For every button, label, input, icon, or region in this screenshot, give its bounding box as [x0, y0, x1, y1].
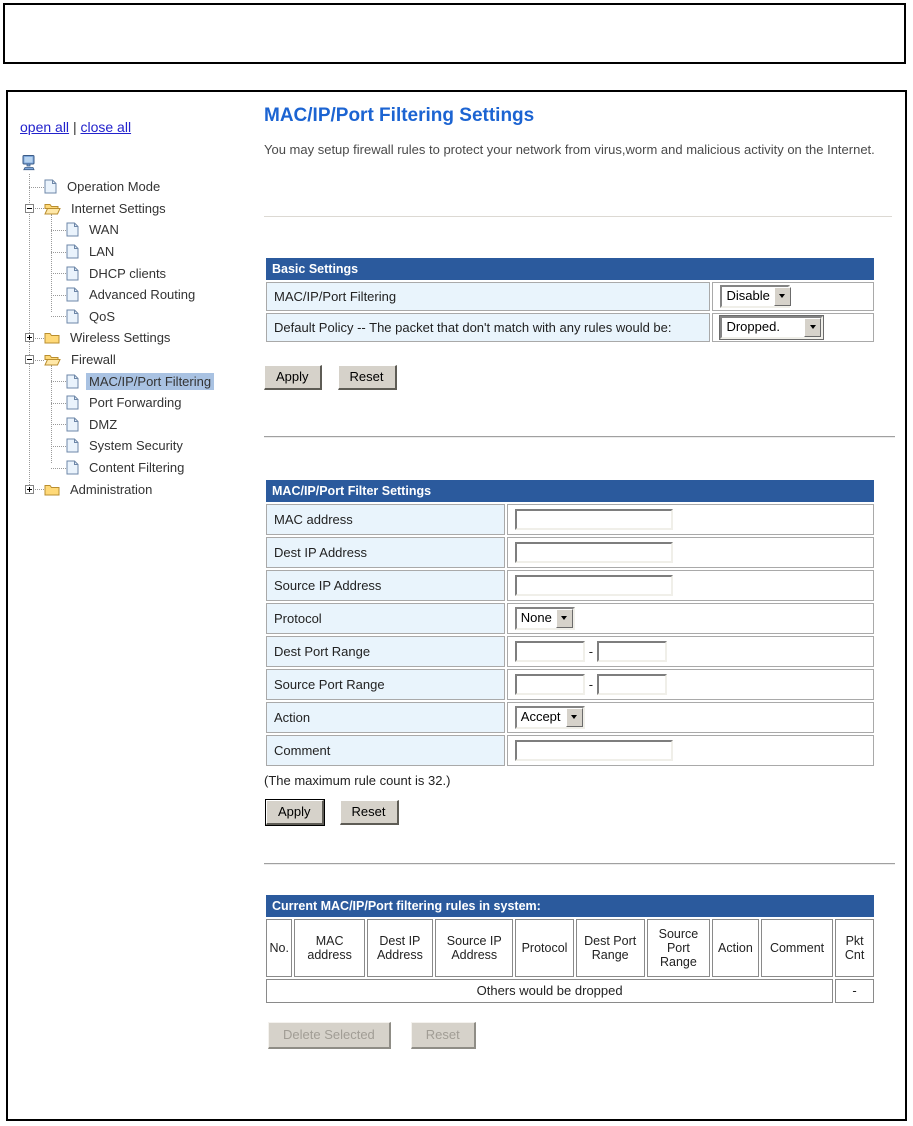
- page-icon: [66, 395, 79, 410]
- page-icon: [66, 438, 79, 453]
- reset-button[interactable]: Reset: [340, 800, 399, 825]
- mac-ip-port-filtering-label: MAC/IP/Port Filtering: [266, 282, 710, 311]
- sidebar-item-advanced-routing[interactable]: [16, 284, 262, 306]
- sidebar-item-label: Firewall: [71, 352, 116, 368]
- sidebar-item-port-forwarding[interactable]: [16, 392, 262, 414]
- filter-settings-table: [264, 478, 876, 768]
- tree-connector: [29, 187, 44, 188]
- sidebar: [14, 92, 262, 500]
- sidebar-item-label: QoS: [89, 308, 116, 324]
- column-header-mac-address: MAC address: [294, 919, 364, 977]
- table-row: [266, 603, 874, 634]
- dest-ip-input[interactable]: [515, 542, 673, 563]
- sidebar-item-firewall[interactable]: [16, 349, 262, 371]
- dest-port-range-label: Dest Port Range: [266, 636, 505, 667]
- sidebar-item-dhcp-clients[interactable]: [16, 262, 262, 284]
- column-header-dest-ip: Dest IP Address: [367, 919, 433, 977]
- chevron-down-icon[interactable]: [804, 318, 821, 337]
- tree-connector: [51, 424, 66, 425]
- page-icon: [66, 417, 79, 432]
- source-port-range-label: Source Port Range: [266, 669, 505, 700]
- collapse-minus-icon[interactable]: [25, 204, 34, 213]
- sidebar-item-dmz[interactable]: [16, 414, 262, 436]
- table-row: [266, 735, 874, 766]
- sidebar-item-system-security[interactable]: [16, 435, 262, 457]
- selected-value: Accept: [520, 708, 561, 724]
- action-select[interactable]: [515, 706, 585, 729]
- dest-port-from-input[interactable]: [515, 641, 585, 662]
- column-header-no: No.: [266, 919, 292, 977]
- column-header-protocol: Protocol: [515, 919, 573, 977]
- selected-value: Disable: [726, 287, 770, 303]
- mac-address-input[interactable]: [515, 509, 673, 530]
- source-ip-label: Source IP Address: [266, 570, 505, 601]
- protocol-select[interactable]: [515, 607, 575, 630]
- selected-value: None: [520, 609, 552, 625]
- sidebar-item-content-filtering[interactable]: [16, 457, 262, 479]
- main-frame: [6, 90, 907, 1121]
- page-icon: [66, 374, 79, 389]
- source-ip-input[interactable]: [515, 575, 673, 596]
- sidebar-item-label: Operation Mode: [67, 179, 161, 195]
- collapse-minus-icon[interactable]: [25, 355, 34, 364]
- default-policy-label: Default Policy -- The packet that don't match with any rules would be:: [266, 313, 710, 342]
- page-icon: [66, 222, 79, 237]
- tree-connector: [51, 295, 66, 296]
- links-separator: |: [72, 119, 77, 135]
- column-header-source-port-range: Source Port Range: [647, 919, 710, 977]
- sidebar-item-label: Administration: [70, 481, 153, 497]
- sidebar-item-label: Internet Settings: [71, 200, 166, 216]
- dest-port-to-input[interactable]: [597, 641, 667, 662]
- sidebar-item-label: DHCP clients: [89, 265, 167, 281]
- table-row: [266, 313, 874, 342]
- tree-expand-links: [20, 119, 262, 135]
- tree-connector: [51, 381, 66, 382]
- open-all-link[interactable]: open all: [20, 119, 70, 135]
- expand-plus-icon[interactable]: [25, 485, 34, 494]
- table-row: [266, 702, 874, 733]
- tree-connector: [51, 273, 66, 274]
- navigation-tree: [16, 152, 262, 500]
- sidebar-item-label: Port Forwarding: [89, 395, 182, 411]
- sidebar-item-lan[interactable]: [16, 241, 262, 263]
- current-rules-table: [264, 893, 876, 1005]
- default-policy-select[interactable]: [720, 316, 823, 339]
- max-rule-count-note: (The maximum rule count is 32.): [264, 772, 451, 788]
- current-rules-actions: [268, 1022, 896, 1049]
- sidebar-item-label: Advanced Routing: [89, 287, 196, 303]
- apply-button[interactable]: Apply: [266, 800, 324, 825]
- source-port-from-input[interactable]: [515, 674, 585, 695]
- column-header-pkt-cnt: Pkt Cnt: [835, 919, 874, 977]
- table-row: [266, 504, 874, 535]
- sidebar-item-label: Wireless Settings: [70, 330, 171, 346]
- protocol-label: Protocol: [266, 603, 505, 634]
- others-dropped-cell: Others would be dropped: [266, 979, 833, 1003]
- column-header-comment: Comment: [761, 919, 833, 977]
- reset-button[interactable]: Reset: [338, 365, 397, 390]
- folder-closed-icon: [44, 331, 60, 344]
- tree-connector: [51, 316, 66, 317]
- table-row: [266, 570, 874, 601]
- sidebar-item-label: DMZ: [89, 416, 118, 432]
- sidebar-item-wireless-settings[interactable]: [16, 327, 262, 349]
- filter-settings-actions: [266, 800, 896, 825]
- sidebar-item-administration[interactable]: [16, 478, 262, 500]
- range-separator: -: [588, 676, 594, 692]
- page-icon: [66, 309, 79, 324]
- basic-settings-table: [264, 256, 876, 344]
- dest-ip-label: Dest IP Address: [266, 537, 505, 568]
- folder-closed-icon: [44, 483, 60, 496]
- page-icon: [66, 244, 79, 259]
- main-content: [264, 92, 896, 1049]
- source-port-to-input[interactable]: [597, 674, 667, 695]
- sidebar-item-label: System Security: [89, 438, 183, 454]
- action-label: Action: [266, 702, 505, 733]
- column-header-source-ip: Source IP Address: [435, 919, 513, 977]
- basic-settings-header: Basic Settings: [266, 258, 874, 280]
- table-row: [266, 636, 874, 667]
- delete-selected-button[interactable]: Delete Selected: [268, 1022, 391, 1049]
- sidebar-item-wan[interactable]: [16, 219, 262, 241]
- separator: [264, 863, 895, 865]
- separator: [264, 436, 895, 438]
- comment-label: Comment: [266, 735, 505, 766]
- tree-root: [16, 152, 262, 176]
- filter-settings-header: MAC/IP/Port Filter Settings: [266, 480, 874, 502]
- range-separator: -: [588, 643, 594, 659]
- chevron-down-icon[interactable]: [774, 287, 791, 306]
- mac-ip-port-filtering-select[interactable]: [720, 285, 790, 308]
- chevron-down-icon[interactable]: [556, 609, 573, 628]
- tree-connector: [51, 230, 66, 231]
- sidebar-item-operation-mode[interactable]: [16, 176, 262, 198]
- tree-connector: [51, 468, 66, 469]
- selected-value: Dropped.: [726, 318, 780, 334]
- basic-settings-actions: [264, 365, 896, 390]
- close-all-link[interactable]: close all: [80, 119, 132, 135]
- column-header-action: Action: [712, 919, 759, 977]
- folder-open-icon: [44, 353, 61, 366]
- table-row: [266, 979, 874, 1003]
- table-row: [266, 669, 874, 700]
- sidebar-item-label: MAC/IP/Port Filtering: [86, 373, 214, 390]
- pkt-cnt-cell: -: [835, 979, 874, 1003]
- table-row: [266, 537, 874, 568]
- table-header-row: [266, 919, 874, 977]
- sidebar-item-label: LAN: [89, 244, 115, 260]
- reset-rules-button[interactable]: Reset: [411, 1022, 476, 1049]
- column-header-dest-port-range: Dest Port Range: [576, 919, 645, 977]
- page-description: You may setup firewall rules to protect your network from virus,worm and malicious activity on the Internet.: [264, 142, 875, 157]
- computer-icon: [21, 154, 38, 171]
- page-icon: [66, 266, 79, 281]
- top-frame: [3, 3, 906, 64]
- comment-input[interactable]: [515, 740, 673, 761]
- page-icon: [66, 287, 79, 302]
- sidebar-item-label: WAN: [89, 222, 119, 238]
- tree-connector: [51, 252, 66, 253]
- page-icon: [66, 460, 79, 475]
- sidebar-item-internet-settings[interactable]: [16, 198, 262, 220]
- tree-connector: [51, 403, 66, 404]
- sidebar-item-qos[interactable]: [16, 306, 262, 328]
- tree-connector: [51, 446, 66, 447]
- current-rules-header: Current MAC/IP/Port filtering rules in system:: [266, 895, 874, 917]
- sidebar-item-mac-ip-port-filtering[interactable]: [16, 370, 262, 392]
- table-row: [266, 282, 874, 311]
- mac-address-label: MAC address: [266, 504, 505, 535]
- separator: [264, 216, 892, 217]
- page-title: MAC/IP/Port Filtering Settings: [264, 105, 535, 126]
- sidebar-item-label: Content Filtering: [89, 460, 185, 476]
- page-icon: [44, 179, 57, 194]
- expand-plus-icon[interactable]: [25, 333, 34, 342]
- folder-open-icon: [44, 202, 61, 215]
- chevron-down-icon[interactable]: [566, 708, 583, 727]
- apply-button[interactable]: Apply: [264, 365, 322, 390]
